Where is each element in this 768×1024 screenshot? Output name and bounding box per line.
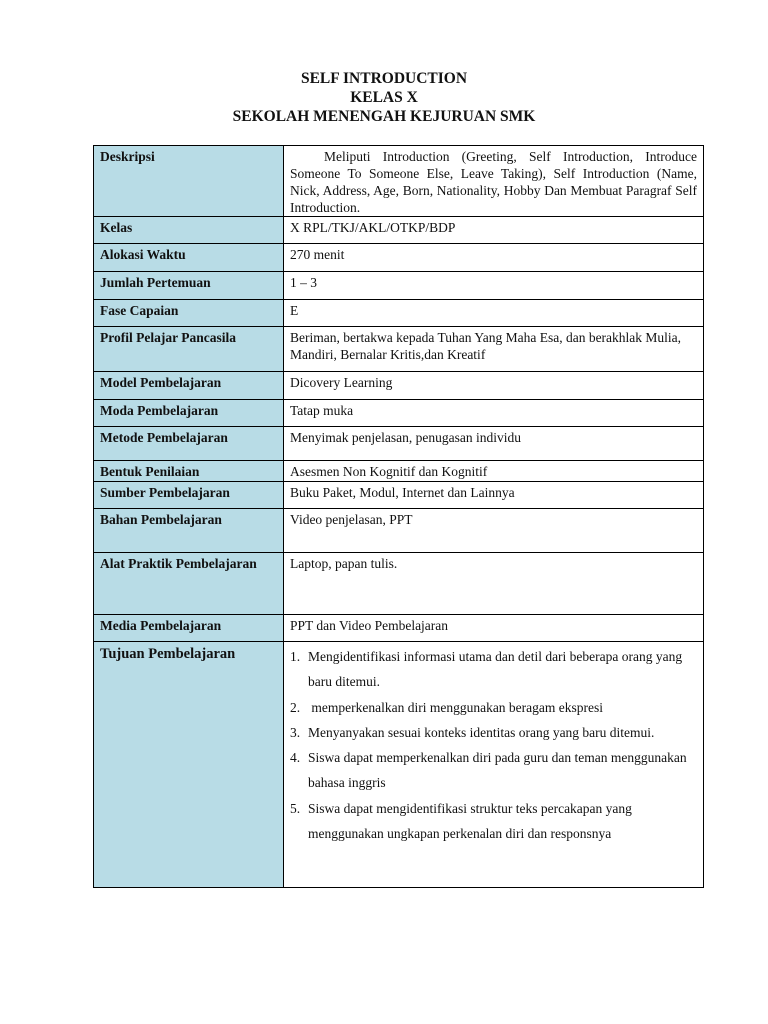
table-row [94,244,704,272]
row-value: Dicovery Learning [284,372,704,400]
table-row [94,427,704,461]
table-row [94,300,704,327]
row-value: Menyimak penjelasan, penugasan individu [284,427,704,461]
title-line-2: KELAS X [350,89,418,106]
row-label: Jumlah Pertemuan [94,272,284,300]
row-label: Profil Pelajar Pancasila [94,327,284,372]
document-title [0,69,768,126]
table-row [94,461,704,482]
table-row [94,372,704,400]
row-label: Fase Capaian [94,300,284,327]
table-row [94,615,704,642]
table-row [94,146,704,217]
table-row [94,553,704,615]
row-value-deskripsi: Meliputi Introduction (Greeting, Self Introduction, Introduce Someone To Someone Else, Leave Taking), Self Introduction (Name, Nick, Address, Age, Born, Nationality, Hobby Dan Membuat Paragraf Self Introduction. [284,146,704,217]
list-item: 5. Siswa dapat mengidentifikasi struktur teks percakapan yang menggunakan ungkapan perkenalan diri dan responsnya [290,800,632,842]
row-label-tujuan: Tujuan Pembelajaran [94,642,284,888]
table-row [94,217,704,244]
title-line-3: SEKOLAH MENENGAH KEJURUAN SMK [232,108,536,125]
row-value: 1 – 3 [284,272,704,300]
row-label: Alokasi Waktu [94,244,284,272]
row-label: Bentuk Penilaian [94,461,284,482]
list-item: 4. Siswa dapat memperkenalkan diri pada guru dan teman menggunakan bahasa inggris [290,750,687,791]
row-value: Video penjelasan, PPT [284,509,704,553]
list-item: 2. memperkenalkan diri menggunakan beragam ekspresi [290,699,604,715]
row-value: Beriman, bertakwa kepada Tuhan Yang Maha Esa, dan berakhlak Mulia, Mandiri, Bernalar Kritis,dan Kreatif [284,327,704,372]
list-item: 1. Mengidentifikasi informasi utama dan detil dari beberapa orang yang baru ditemui. [290,649,683,690]
title-line-1: SELF INTRODUCTION [300,70,468,87]
row-label: Moda Pembelajaran [94,400,284,427]
row-label: Kelas [94,217,284,244]
row-label: Deskripsi [94,146,284,217]
row-value: PPT dan Video Pembelajaran [284,615,704,642]
row-value: E [284,300,704,327]
table-row [94,400,704,427]
row-label: Bahan Pembelajaran [94,509,284,553]
table-row-tujuan [94,642,704,888]
row-value: Asesmen Non Kognitif dan Kognitif [284,461,704,482]
row-label: Metode Pembelajaran [94,427,284,461]
tujuan-list-cell [284,642,704,888]
table-row [94,482,704,509]
row-label: Media Pembelajaran [94,615,284,642]
lesson-plan-table [93,145,704,888]
list-item: 3. Menyanyakan sesuai konteks identitas orang yang baru ditemui. [290,724,655,740]
row-value: X RPL/TKJ/AKL/OTKP/BDP [284,217,704,244]
tujuan-list [290,644,697,846]
table-row [94,327,704,372]
table-row [94,509,704,553]
row-value: Laptop, papan tulis. [284,553,704,615]
row-label: Alat Praktik Pembelajaran [94,553,284,615]
row-value: 270 menit [284,244,704,272]
row-value: Tatap muka [284,400,704,427]
table-row [94,272,704,300]
row-label: Sumber Pembelajaran [94,482,284,509]
row-label: Model Pembelajaran [94,372,284,400]
row-value: Buku Paket, Modul, Internet dan Lainnya [284,482,704,509]
